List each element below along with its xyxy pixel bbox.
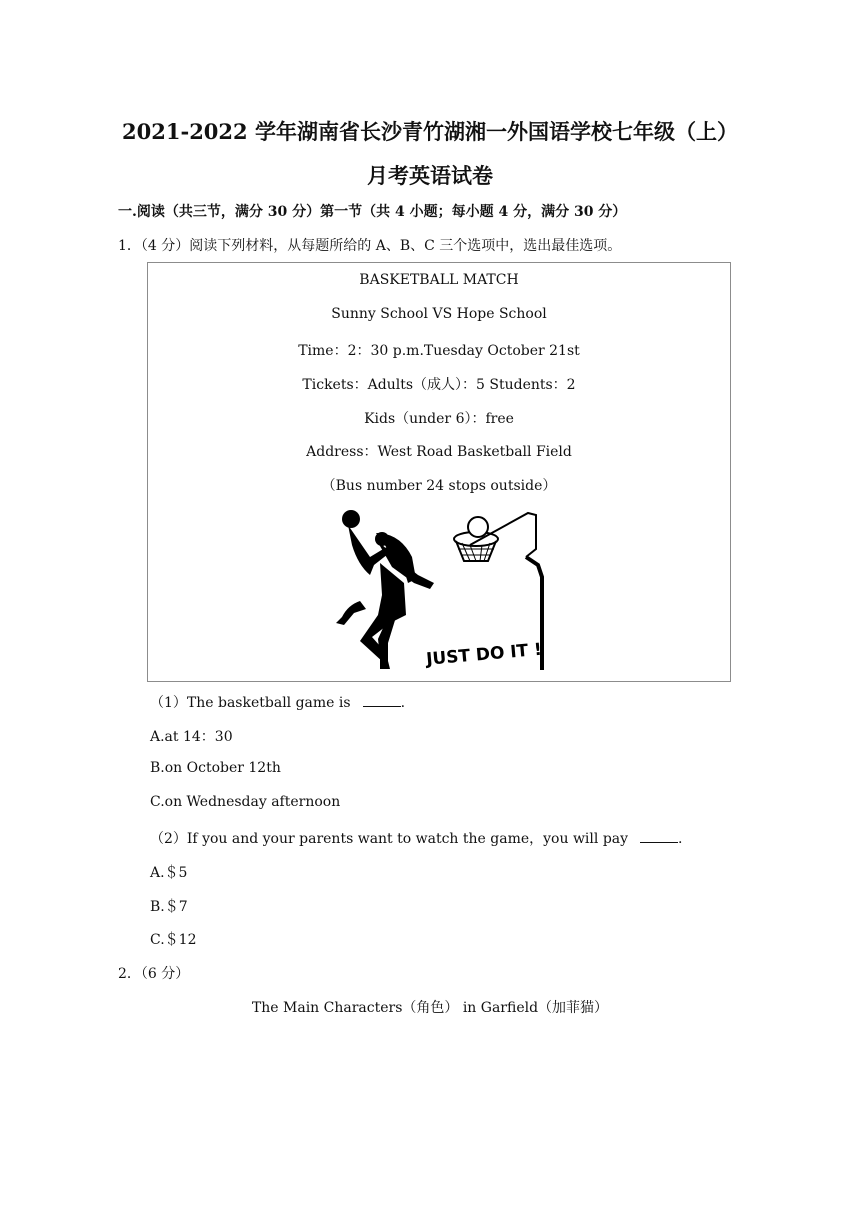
sub-question-2-stem: （2）If you and your parents want to watch the game，you will pay <box>150 831 629 847</box>
sub-question-1 <box>150 692 405 712</box>
poster-teams: Sunny School VS Hope School <box>331 306 547 322</box>
sub-question-1-stem: （1）The basketball game is <box>150 695 351 711</box>
sub-question-2 <box>150 828 683 848</box>
poster-tickets: Tickets：Adults（成人）：5 Students：2 <box>302 377 576 393</box>
option-1a: A.at 14：30 <box>150 729 233 745</box>
poster-time: Time：2：30 p.m.Tuesday October 21st <box>298 343 580 359</box>
option-2c: C.＄12 <box>150 932 197 948</box>
basketball-player-silhouette <box>336 510 434 669</box>
option-1b: B.on October 12th <box>150 760 281 776</box>
basketball-illustration <box>330 505 550 675</box>
question-1-intro: 1．（4 分）阅读下列材料，从每题所给的 A、B、C 三个选项中，选出最佳选项。 <box>118 238 622 254</box>
question-2-heading: The Main Characters（角色） in Garfield（加菲猫） <box>251 1000 609 1016</box>
poster-title: BASKETBALL MATCH <box>359 272 519 288</box>
option-1c: C.on Wednesday afternoon <box>150 794 341 810</box>
exam-title-line1: 2021-2022 学年湖南省长沙青竹湖湘一外国语学校七年级（上） <box>122 119 738 144</box>
poster-kids: Kids（under 6）：free <box>364 411 514 427</box>
sub-question-2-end: . <box>678 831 683 847</box>
answer-blank-1[interactable] <box>363 694 401 707</box>
question-2-intro: 2．（6 分） <box>118 966 190 982</box>
option-2b: B.＄7 <box>150 899 188 915</box>
answer-blank-2[interactable] <box>640 830 678 843</box>
poster-address: Address：West Road Basketball Field <box>306 444 572 460</box>
option-2a: A.＄5 <box>150 865 188 881</box>
slogan-text: JUST DO IT ! <box>425 639 543 670</box>
section-heading: 一.阅读（共三节，满分 30 分）第一节（共 4 小题；每小题 4 分，满分 30 分） <box>118 204 627 220</box>
sub-question-1-end: . <box>400 695 406 711</box>
poster-bus: （Bus number 24 stops outside） <box>321 478 557 494</box>
exam-title-line2: 月考英语试卷 <box>367 163 493 188</box>
